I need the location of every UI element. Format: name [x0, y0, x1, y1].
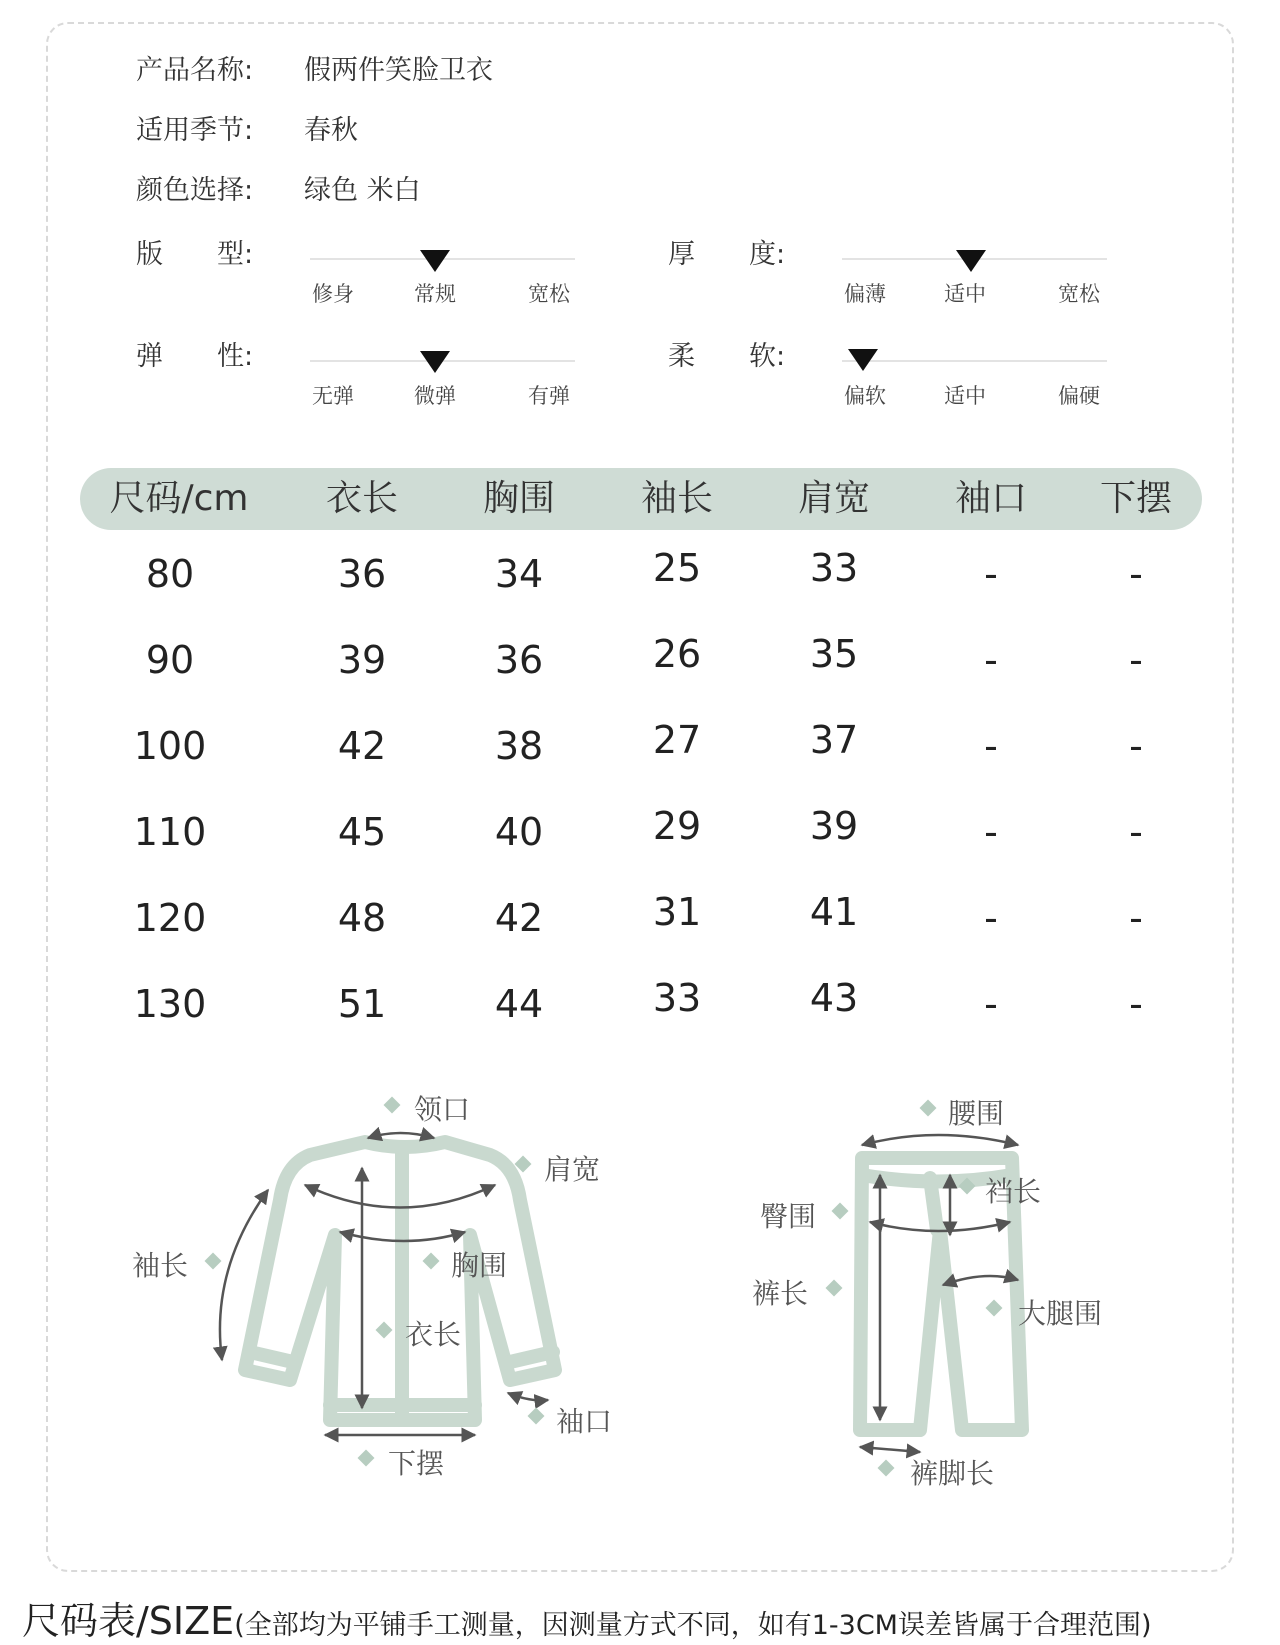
label-sleeve: 袖长	[132, 1249, 189, 1282]
table-cell: 36	[494, 638, 544, 682]
table-cell: 37	[809, 718, 859, 762]
label-length: 衣长	[405, 1318, 462, 1351]
table-cell: 38	[494, 724, 544, 768]
footer-title: 尺码表/SIZE	[22, 1599, 235, 1643]
product-name-value: 假两件笑脸卫衣	[304, 55, 493, 86]
label-hip: 臀围	[760, 1200, 817, 1233]
table-cell: 43	[809, 976, 859, 1020]
table-cell: 120	[133, 896, 207, 940]
label-chest: 胸围	[451, 1249, 508, 1282]
table-cell: 40	[494, 810, 544, 854]
table-cell: 110	[133, 810, 207, 854]
table-cell: 29	[652, 804, 702, 848]
table-cell: 80	[145, 552, 195, 596]
header-cuff: 袖口	[954, 478, 1027, 519]
table-cell: 33	[652, 976, 702, 1020]
header-size: 尺码/cm	[109, 478, 249, 519]
elasticity-tick-3: 有弹	[528, 384, 570, 408]
table-cell: 27	[652, 718, 702, 762]
table-cell: -	[984, 552, 998, 596]
thickness-tick-2: 适中	[944, 282, 986, 306]
table-cell: -	[984, 724, 998, 768]
color-label: 颜色选择:	[136, 175, 254, 206]
softness-tick-1: 偏软	[844, 384, 886, 408]
label-cuff: 袖口	[556, 1405, 613, 1438]
label-pants-length: 裤长	[752, 1277, 809, 1310]
table-cell: 36	[337, 552, 387, 596]
table-cell: -	[1129, 552, 1143, 596]
table-cell: 48	[337, 896, 387, 940]
table-cell: 25	[652, 546, 702, 590]
table-cell: 130	[133, 982, 207, 1026]
table-cell: 51	[337, 982, 387, 1026]
fit-tick-2: 常规	[414, 282, 456, 306]
table-cell: -	[1129, 724, 1143, 768]
table-cell: -	[1129, 638, 1143, 682]
table-cell: -	[984, 982, 998, 1026]
season-value: 春秋	[304, 115, 358, 146]
label-rise: 裆长	[985, 1175, 1042, 1208]
table-cell: 45	[337, 810, 387, 854]
thickness-tick-3: 宽松	[1058, 282, 1100, 306]
label-waist: 腰围	[948, 1097, 1005, 1130]
label-leg-opening: 裤脚长	[910, 1457, 995, 1490]
table-cell: 41	[809, 890, 859, 934]
top-garment-outline	[245, 1142, 555, 1420]
footer-note: (全部均为平铺手工测量，因测量方式不同，如有1-3CM误差皆属于合理范围)	[234, 1610, 1152, 1641]
table-cell: 100	[133, 724, 207, 768]
season-label: 适用季节:	[136, 115, 254, 146]
thickness-tick-1: 偏薄	[844, 282, 886, 306]
softness-tick-3: 偏硬	[1058, 384, 1100, 408]
color-value: 绿色 米白	[304, 175, 421, 206]
fit-label: 版 型:	[136, 239, 254, 270]
fit-tick-3: 宽松	[528, 282, 570, 306]
label-shoulder: 肩宽	[544, 1153, 601, 1186]
table-cell: 31	[652, 890, 702, 934]
elasticity-tick-1: 无弹	[312, 384, 354, 408]
header-chest: 胸围	[482, 478, 555, 519]
footer-caption	[22, 1590, 1152, 1645]
header-length: 衣长	[325, 478, 398, 519]
table-cell: 90	[145, 638, 195, 682]
table-cell: 42	[494, 896, 544, 940]
table-cell: 44	[494, 982, 544, 1026]
table-cell: -	[1129, 810, 1143, 854]
header-hem: 下摆	[1099, 478, 1172, 519]
softness-tick-2: 适中	[944, 384, 986, 408]
table-cell: 34	[494, 552, 544, 596]
table-cell: -	[984, 638, 998, 682]
table-cell: 33	[809, 546, 859, 590]
table-cell: 26	[652, 632, 702, 676]
label-hem: 下摆	[388, 1447, 445, 1480]
label-thigh: 大腿围	[1018, 1297, 1103, 1330]
table-cell: -	[984, 810, 998, 854]
table-cell: 39	[337, 638, 387, 682]
fit-tick-1: 修身	[312, 282, 354, 306]
table-cell: -	[1129, 896, 1143, 940]
thickness-label: 厚 度:	[668, 239, 786, 270]
product-name-label: 产品名称:	[136, 55, 254, 86]
label-collar: 领口	[414, 1093, 471, 1126]
header-sleeve: 袖长	[640, 478, 713, 519]
table-cell: 39	[809, 804, 859, 848]
table-cell: -	[1129, 982, 1143, 1026]
softness-label: 柔 软:	[668, 341, 786, 372]
table-cell: 35	[809, 632, 859, 676]
elasticity-tick-2: 微弹	[414, 384, 456, 408]
elasticity-label: 弹 性:	[136, 341, 254, 372]
table-cell: 42	[337, 724, 387, 768]
table-cell: -	[984, 896, 998, 940]
header-shoulder: 肩宽	[797, 478, 870, 519]
